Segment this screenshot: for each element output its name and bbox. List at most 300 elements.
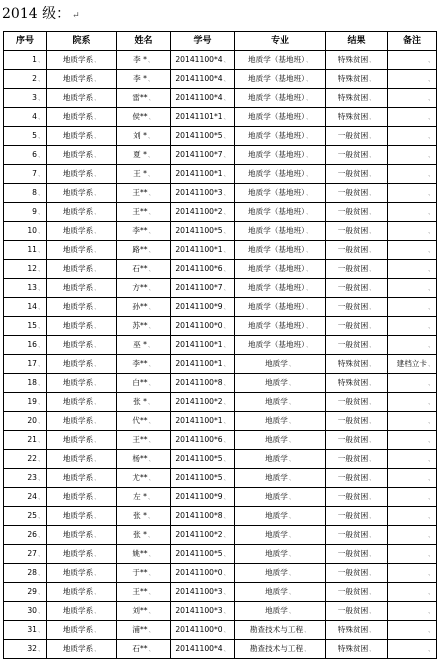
cell-student-id: 20141100*2、 [171, 526, 235, 545]
table-row [4, 127, 437, 146]
cell-student-id: 20141100*5、 [171, 545, 235, 564]
cell-end-mark-icon: 、 [37, 494, 44, 501]
cell-end-mark-icon: 、 [223, 228, 230, 235]
cell-end-mark-icon: 、 [37, 513, 44, 520]
cell-result: 一般贫困、 [326, 317, 388, 336]
cell-end-mark-icon: 、 [427, 342, 434, 349]
table-row [4, 317, 437, 336]
cell-major: 地质学、 [235, 355, 326, 374]
cell-end-mark-icon: 、 [223, 152, 230, 159]
cell-end-mark-icon: 、 [94, 171, 101, 178]
cell-result: 特殊贫困、 [326, 640, 388, 659]
cell-name: 王**、 [117, 583, 171, 602]
table-row [4, 412, 437, 431]
cell-end-mark-icon: 、 [148, 190, 155, 197]
table-row [4, 241, 437, 260]
cell-end-mark-icon: 、 [147, 76, 154, 83]
cell-result: 一般贫困、 [326, 431, 388, 450]
cell-end-mark-icon: 、 [148, 361, 155, 368]
cell-end-mark-icon: 、 [427, 456, 434, 463]
cell-end-mark-icon: 、 [37, 323, 44, 330]
cell-end-mark-icon: 、 [94, 551, 101, 558]
cell-name: 刘 *、 [117, 127, 171, 146]
cell-end-mark-icon: 、 [369, 494, 376, 501]
cell-end-mark-icon: 、 [148, 418, 155, 425]
cell-dept: 地质学系、 [47, 298, 117, 317]
cell-remark [388, 146, 437, 165]
cell-end-mark-icon: 、 [305, 209, 312, 216]
cell-end-mark-icon: 、 [305, 95, 312, 102]
cell-end-mark-icon: 、 [148, 627, 155, 634]
table-row [4, 450, 437, 469]
cell-end-mark-icon: 、 [37, 608, 44, 615]
cell-result: 一般贫困、 [326, 545, 388, 564]
cell-end-mark-icon: 、 [94, 361, 101, 368]
header-result: 结果 [326, 32, 388, 51]
cell-end-mark-icon: 、 [288, 532, 295, 539]
cell-major: 地质学、 [235, 583, 326, 602]
cell-end-mark-icon: 、 [37, 209, 44, 216]
cell-seq: 16、 [4, 336, 47, 355]
cell-major: 地质学（基地班）、 [235, 241, 326, 260]
cell-end-mark-icon: 、 [369, 646, 376, 653]
cell-dept: 地质学系、 [47, 640, 117, 659]
table-row [4, 526, 437, 545]
cell-end-mark-icon: 、 [369, 570, 376, 577]
cell-major: 地质学（基地班）、 [235, 127, 326, 146]
cell-remark [388, 51, 437, 70]
cell-major: 地质学（基地班）、 [235, 260, 326, 279]
cell-end-mark-icon: 、 [223, 570, 230, 577]
cell-remark [388, 298, 437, 317]
cell-remark [388, 184, 437, 203]
cell-dept: 地质学系、 [47, 317, 117, 336]
cell-end-mark-icon: 、 [94, 513, 101, 520]
table-row [4, 165, 437, 184]
table-row [4, 298, 437, 317]
cell-end-mark-icon: 、 [369, 475, 376, 482]
cell-end-mark-icon: 、 [427, 190, 434, 197]
cell-major: 地质学（基地班）、 [235, 165, 326, 184]
cell-end-mark-icon: 、 [427, 209, 434, 216]
cell-result: 一般贫困、 [326, 602, 388, 621]
cell-end-mark-icon: 、 [223, 380, 230, 387]
cell-remark [388, 602, 437, 621]
cell-name: 张 *、 [117, 526, 171, 545]
cell-student-id: 20141100*5、 [171, 450, 235, 469]
cell-seq: 25、 [4, 507, 47, 526]
cell-end-mark-icon: 、 [223, 361, 230, 368]
cell-end-mark-icon: 、 [427, 437, 434, 444]
cell-result: 一般贫困、 [326, 507, 388, 526]
cell-dept: 地质学系、 [47, 336, 117, 355]
cell-end-mark-icon: 、 [305, 247, 312, 254]
cell-end-mark-icon: 、 [148, 475, 155, 482]
cell-result: 特殊贫困、 [326, 51, 388, 70]
cell-student-id: 20141100*6、 [171, 431, 235, 450]
cell-dept: 地质学系、 [47, 241, 117, 260]
cell-remark [388, 127, 437, 146]
cell-dept: 地质学系、 [47, 279, 117, 298]
cell-student-id: 20141100*9、 [171, 488, 235, 507]
cell-major: 地质学（基地班）、 [235, 51, 326, 70]
cell-end-mark-icon: 、 [288, 551, 295, 558]
cell-name: 李**、 [117, 222, 171, 241]
cell-dept: 地质学系、 [47, 51, 117, 70]
cell-end-mark-icon: 、 [427, 228, 434, 235]
cell-major: 地质学（基地班）、 [235, 70, 326, 89]
cell-end-mark-icon: 、 [37, 152, 44, 159]
cell-seq: 27、 [4, 545, 47, 564]
cell-major: 地质学（基地班）、 [235, 203, 326, 222]
cell-end-mark-icon: 、 [369, 361, 376, 368]
cell-end-mark-icon: 、 [148, 209, 155, 216]
cell-remark [388, 336, 437, 355]
cell-end-mark-icon: 、 [148, 95, 155, 102]
cell-result: 特殊贫困、 [326, 621, 388, 640]
cell-major: 地质学、 [235, 450, 326, 469]
cell-end-mark-icon: 、 [94, 437, 101, 444]
cell-end-mark-icon: 、 [37, 551, 44, 558]
table-row [4, 507, 437, 526]
cell-dept: 地质学系、 [47, 222, 117, 241]
cell-name: 杨**、 [117, 450, 171, 469]
cell-result: 一般贫困、 [326, 241, 388, 260]
cell-end-mark-icon: 、 [37, 532, 44, 539]
cell-end-mark-icon: 、 [148, 228, 155, 235]
cell-student-id: 20141100*8、 [171, 507, 235, 526]
cell-end-mark-icon: 、 [37, 456, 44, 463]
cell-end-mark-icon: 、 [94, 646, 101, 653]
cell-result: 一般贫困、 [326, 279, 388, 298]
cell-major: 勘查技术与工程、 [235, 640, 326, 659]
cell-end-mark-icon: 、 [305, 171, 312, 178]
cell-result: 一般贫困、 [326, 165, 388, 184]
cell-result: 特殊贫困、 [326, 108, 388, 127]
cell-seq: 8、 [4, 184, 47, 203]
cell-student-id: 20141100*3、 [171, 583, 235, 602]
cell-seq: 15、 [4, 317, 47, 336]
cell-end-mark-icon: 、 [427, 608, 434, 615]
heading-text: 2014 级： [2, 6, 71, 22]
cell-end-mark-icon: 、 [94, 589, 101, 596]
cell-result: 一般贫困、 [326, 203, 388, 222]
cell-end-mark-icon: 、 [369, 323, 376, 330]
cell-name: 侯**、 [117, 108, 171, 127]
table-row [4, 488, 437, 507]
header-seq: 序号 [4, 32, 47, 51]
cell-end-mark-icon: 、 [427, 513, 434, 520]
cell-seq: 24、 [4, 488, 47, 507]
cell-dept: 地质学系、 [47, 260, 117, 279]
cell-end-mark-icon: 、 [147, 399, 154, 406]
cell-seq: 12、 [4, 260, 47, 279]
cell-result: 一般贫困、 [326, 336, 388, 355]
cell-dept: 地质学系、 [47, 70, 117, 89]
cell-result: 一般贫困、 [326, 146, 388, 165]
header-dept: 院系 [47, 32, 117, 51]
cell-name: 王**、 [117, 184, 171, 203]
cell-name: 左 *、 [117, 488, 171, 507]
cell-end-mark-icon: 、 [305, 285, 312, 292]
cell-end-mark-icon: 、 [427, 171, 434, 178]
cell-name: 石**、 [117, 260, 171, 279]
cell-name: 李 *、 [117, 70, 171, 89]
cell-end-mark-icon: 、 [94, 304, 101, 311]
cell-end-mark-icon: 、 [369, 247, 376, 254]
table-row [4, 564, 437, 583]
cell-dept: 地质学系、 [47, 184, 117, 203]
cell-end-mark-icon: 、 [369, 456, 376, 463]
cell-end-mark-icon: 、 [369, 608, 376, 615]
cell-end-mark-icon: 、 [427, 646, 434, 653]
cell-student-id: 20141100*0、 [171, 621, 235, 640]
cell-end-mark-icon: 、 [223, 608, 230, 615]
cell-end-mark-icon: 、 [223, 114, 230, 121]
cell-end-mark-icon: 、 [94, 570, 101, 577]
cell-end-mark-icon: 、 [223, 304, 230, 311]
table-row [4, 70, 437, 89]
cell-student-id: 20141100*4、 [171, 70, 235, 89]
cell-student-id: 20141100*3、 [171, 602, 235, 621]
cell-major: 地质学（基地班）、 [235, 298, 326, 317]
cell-major: 地质学（基地班）、 [235, 108, 326, 127]
cell-end-mark-icon: 、 [223, 399, 230, 406]
cell-student-id: 20141100*1、 [171, 336, 235, 355]
cell-student-id: 20141100*8、 [171, 374, 235, 393]
cell-major: 地质学、 [235, 469, 326, 488]
cell-end-mark-icon: 、 [37, 380, 44, 387]
cell-end-mark-icon: 、 [288, 513, 295, 520]
cell-seq: 11、 [4, 241, 47, 260]
cell-end-mark-icon: 、 [305, 323, 312, 330]
cell-student-id: 20141100*2、 [171, 203, 235, 222]
cell-end-mark-icon: 、 [288, 380, 295, 387]
cell-end-mark-icon: 、 [37, 114, 44, 121]
cell-end-mark-icon: 、 [427, 475, 434, 482]
cell-end-mark-icon: 、 [305, 133, 312, 140]
cell-dept: 地质学系、 [47, 89, 117, 108]
cell-end-mark-icon: 、 [94, 399, 101, 406]
table-row [4, 583, 437, 602]
cell-end-mark-icon: 、 [94, 342, 101, 349]
cell-result: 一般贫困、 [326, 127, 388, 146]
cell-seq: 31、 [4, 621, 47, 640]
cell-major: 地质学、 [235, 507, 326, 526]
cell-end-mark-icon: 、 [223, 266, 230, 273]
cell-result: 一般贫困、 [326, 184, 388, 203]
cell-result: 一般贫困、 [326, 412, 388, 431]
cell-seq: 28、 [4, 564, 47, 583]
table-row [4, 621, 437, 640]
cell-student-id: 20141100*4、 [171, 89, 235, 108]
cell-seq: 26、 [4, 526, 47, 545]
cell-major: 地质学、 [235, 393, 326, 412]
document-heading [2, 2, 80, 26]
cell-result: 一般贫困、 [326, 469, 388, 488]
cell-end-mark-icon: 、 [369, 114, 376, 121]
table-row [4, 146, 437, 165]
cell-dept: 地质学系、 [47, 469, 117, 488]
cell-major: 地质学（基地班）、 [235, 184, 326, 203]
table-row [4, 640, 437, 659]
cell-name: 代**、 [117, 412, 171, 431]
cell-end-mark-icon: 、 [369, 627, 376, 634]
cell-student-id: 20141100*4、 [171, 640, 235, 659]
cell-result: 一般贫困、 [326, 564, 388, 583]
cell-remark [388, 431, 437, 450]
cell-end-mark-icon: 、 [94, 95, 101, 102]
cell-dept: 地质学系、 [47, 431, 117, 450]
cell-end-mark-icon: 、 [148, 380, 155, 387]
cell-end-mark-icon: 、 [304, 627, 311, 634]
cell-end-mark-icon: 、 [369, 437, 376, 444]
cell-remark [388, 89, 437, 108]
cell-dept: 地质学系、 [47, 393, 117, 412]
cell-student-id: 20141100*3、 [171, 184, 235, 203]
cell-dept: 地质学系、 [47, 165, 117, 184]
cell-remark [388, 70, 437, 89]
cell-end-mark-icon: 、 [148, 266, 155, 273]
cell-name: 白**、 [117, 374, 171, 393]
cell-end-mark-icon: 、 [94, 494, 101, 501]
cell-end-mark-icon: 、 [223, 646, 230, 653]
cell-end-mark-icon: 、 [369, 304, 376, 311]
cell-name: 张 *、 [117, 507, 171, 526]
cell-end-mark-icon: 、 [305, 57, 312, 64]
cell-end-mark-icon: 、 [369, 399, 376, 406]
cell-result: 一般贫困、 [326, 526, 388, 545]
cell-major: 地质学、 [235, 488, 326, 507]
cell-name: 王**、 [117, 431, 171, 450]
cell-name: 李**、 [117, 355, 171, 374]
cell-end-mark-icon: 、 [37, 304, 44, 311]
cell-dept: 地质学系、 [47, 127, 117, 146]
cell-dept: 地质学系、 [47, 146, 117, 165]
cell-end-mark-icon: 、 [223, 133, 230, 140]
cell-end-mark-icon: 、 [223, 285, 230, 292]
cell-end-mark-icon: 、 [223, 551, 230, 558]
cell-end-mark-icon: 、 [94, 76, 101, 83]
cell-seq: 32、 [4, 640, 47, 659]
cell-name: 张 *、 [117, 393, 171, 412]
cell-end-mark-icon: 、 [223, 76, 230, 83]
cell-end-mark-icon: 、 [369, 380, 376, 387]
cell-result: 一般贫困、 [326, 260, 388, 279]
cell-student-id: 20141100*1、 [171, 355, 235, 374]
table-row [4, 374, 437, 393]
cell-end-mark-icon: 、 [369, 228, 376, 235]
cell-end-mark-icon: 、 [369, 266, 376, 273]
cell-end-mark-icon: 、 [94, 114, 101, 121]
cell-end-mark-icon: 、 [37, 399, 44, 406]
cell-remark [388, 108, 437, 127]
cell-end-mark-icon: 、 [223, 171, 230, 178]
cell-student-id: 20141100*4、 [171, 51, 235, 70]
cell-dept: 地质学系、 [47, 602, 117, 621]
cell-end-mark-icon: 、 [223, 589, 230, 596]
cell-end-mark-icon: 、 [223, 209, 230, 216]
cell-end-mark-icon: 、 [94, 133, 101, 140]
cell-end-mark-icon: 、 [427, 361, 434, 368]
cell-end-mark-icon: 、 [223, 627, 230, 634]
cell-end-mark-icon: 、 [305, 190, 312, 197]
cell-major: 地质学、 [235, 412, 326, 431]
cell-end-mark-icon: 、 [94, 285, 101, 292]
cell-dept: 地质学系、 [47, 583, 117, 602]
table-header-row [4, 32, 437, 51]
cell-seq: 9、 [4, 203, 47, 222]
cell-major: 地质学（基地班）、 [235, 317, 326, 336]
table-row [4, 279, 437, 298]
cell-end-mark-icon: 、 [223, 513, 230, 520]
cell-end-mark-icon: 、 [427, 627, 434, 634]
cell-end-mark-icon: 、 [369, 190, 376, 197]
cell-end-mark-icon: 、 [223, 247, 230, 254]
cell-end-mark-icon: 、 [37, 646, 44, 653]
cell-end-mark-icon: 、 [147, 152, 154, 159]
cell-end-mark-icon: 、 [427, 76, 434, 83]
cell-end-mark-icon: 、 [223, 475, 230, 482]
cell-seq: 4、 [4, 108, 47, 127]
cell-dept: 地质学系、 [47, 507, 117, 526]
cell-remark [388, 165, 437, 184]
cell-seq: 19、 [4, 393, 47, 412]
cell-end-mark-icon: 、 [37, 285, 44, 292]
cell-seq: 23、 [4, 469, 47, 488]
cell-seq: 14、 [4, 298, 47, 317]
cell-end-mark-icon: 、 [148, 285, 155, 292]
cell-end-mark-icon: 、 [148, 570, 155, 577]
cell-remark [388, 374, 437, 393]
cell-end-mark-icon: 、 [147, 133, 154, 140]
cell-end-mark-icon: 、 [37, 133, 44, 140]
cell-end-mark-icon: 、 [148, 551, 155, 558]
cell-end-mark-icon: 、 [427, 399, 434, 406]
cell-end-mark-icon: 、 [94, 57, 101, 64]
cell-result: 特殊贫困、 [326, 70, 388, 89]
cell-seq: 30、 [4, 602, 47, 621]
cell-result: 一般贫困、 [326, 222, 388, 241]
cell-major: 地质学、 [235, 431, 326, 450]
cell-end-mark-icon: 、 [94, 418, 101, 425]
table-body [4, 51, 437, 659]
cell-end-mark-icon: 、 [37, 247, 44, 254]
cell-end-mark-icon: 、 [369, 171, 376, 178]
cell-name: 于**、 [117, 564, 171, 583]
cell-end-mark-icon: 、 [223, 418, 230, 425]
table-row [4, 393, 437, 412]
cell-student-id: 20141100*1、 [171, 241, 235, 260]
cell-remark [388, 564, 437, 583]
table-row [4, 355, 437, 374]
cell-remark [388, 488, 437, 507]
cell-end-mark-icon: 、 [288, 475, 295, 482]
cell-end-mark-icon: 、 [288, 608, 295, 615]
cell-end-mark-icon: 、 [94, 209, 101, 216]
cell-name: 姚**、 [117, 545, 171, 564]
header-major: 专业 [235, 32, 326, 51]
cell-seq: 22、 [4, 450, 47, 469]
cell-student-id: 20141100*2、 [171, 393, 235, 412]
cell-remark [388, 222, 437, 241]
cell-end-mark-icon: 、 [369, 285, 376, 292]
cell-end-mark-icon: 、 [37, 570, 44, 577]
cell-end-mark-icon: 、 [427, 95, 434, 102]
cell-major: 地质学、 [235, 564, 326, 583]
cell-name: 方**、 [117, 279, 171, 298]
cell-end-mark-icon: 、 [37, 76, 44, 83]
